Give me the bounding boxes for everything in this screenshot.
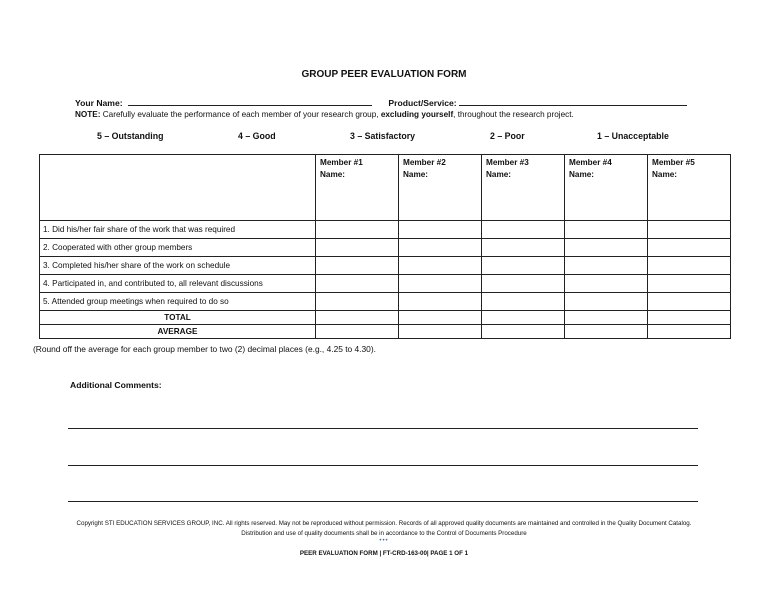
member-5-header bbox=[648, 155, 731, 221]
score-cell[interactable] bbox=[482, 239, 565, 257]
average-cell[interactable] bbox=[565, 325, 648, 339]
average-cell[interactable] bbox=[316, 325, 399, 339]
table-row bbox=[40, 275, 731, 293]
score-cell[interactable] bbox=[565, 257, 648, 275]
scale-3: 3 – Satisfactory bbox=[350, 131, 416, 141]
member-4-header bbox=[565, 155, 648, 221]
comment-line-1[interactable] bbox=[68, 428, 698, 429]
additional-comments-label: Additional Comments: bbox=[70, 380, 162, 390]
member-1-name-label: Name: bbox=[320, 170, 346, 179]
total-row bbox=[40, 311, 731, 325]
average-row bbox=[40, 325, 731, 339]
note-label: NOTE: bbox=[75, 110, 101, 119]
your-name-label: Your Name: bbox=[75, 98, 123, 108]
score-cell[interactable] bbox=[565, 239, 648, 257]
score-cell[interactable] bbox=[399, 221, 482, 239]
total-cell[interactable] bbox=[482, 311, 565, 325]
score-cell[interactable] bbox=[648, 221, 731, 239]
note-text-b: , throughout the research project. bbox=[453, 110, 574, 119]
note-bold: excluding yourself bbox=[380, 110, 454, 119]
criterion-1: 1. Did his/her fair share of the work that was required bbox=[40, 221, 316, 239]
score-cell[interactable] bbox=[316, 257, 399, 275]
product-service-field[interactable] bbox=[459, 96, 687, 106]
comment-line-2[interactable] bbox=[68, 465, 698, 466]
note-text-a: Carefully evaluate the performance of each member of your research group, bbox=[100, 110, 381, 119]
table-row bbox=[40, 257, 731, 275]
scale-1: 1 – Unacceptable bbox=[597, 131, 669, 141]
total-cell[interactable] bbox=[648, 311, 731, 325]
average-cell[interactable] bbox=[648, 325, 731, 339]
score-cell[interactable] bbox=[399, 239, 482, 257]
criterion-5: 5. Attended group meetings when required to do so bbox=[40, 293, 316, 311]
score-cell[interactable] bbox=[316, 221, 399, 239]
round-off-note: (Round off the average for each group member to two (2) decimal places (e.g., 4.25 to 4.30). bbox=[33, 344, 376, 354]
member-2-header bbox=[399, 155, 482, 221]
score-cell[interactable] bbox=[316, 275, 399, 293]
score-cell[interactable] bbox=[399, 275, 482, 293]
score-cell[interactable] bbox=[648, 257, 731, 275]
total-label: TOTAL bbox=[40, 311, 316, 325]
product-service-label: Product/Service: bbox=[388, 98, 457, 108]
note-line bbox=[75, 110, 574, 119]
comment-line-3[interactable] bbox=[68, 501, 698, 502]
member-3-name-label: Name: bbox=[486, 170, 512, 179]
scale-4: 4 – Good bbox=[238, 131, 276, 141]
member-2-label: Member #2 bbox=[403, 158, 446, 167]
total-cell[interactable] bbox=[565, 311, 648, 325]
score-cell[interactable] bbox=[482, 293, 565, 311]
member-1-header bbox=[316, 155, 399, 221]
score-cell[interactable] bbox=[399, 257, 482, 275]
header-blank-cell bbox=[40, 155, 316, 221]
evaluation-table bbox=[39, 154, 731, 339]
score-cell[interactable] bbox=[565, 275, 648, 293]
scale-2: 2 – Poor bbox=[490, 131, 525, 141]
header-row bbox=[40, 155, 731, 221]
total-cell[interactable] bbox=[399, 311, 482, 325]
table-row bbox=[40, 293, 731, 311]
score-cell[interactable] bbox=[482, 221, 565, 239]
score-cell[interactable] bbox=[316, 293, 399, 311]
score-cell[interactable] bbox=[482, 257, 565, 275]
score-cell[interactable] bbox=[482, 275, 565, 293]
your-name-field[interactable] bbox=[128, 96, 372, 106]
page-footer: PEER EVALUATION FORM | FT-CRD-163-00| PAGE 1 OF 1 bbox=[299, 550, 469, 557]
member-1-label: Member #1 bbox=[320, 158, 363, 167]
separator-dots: ••• bbox=[379, 538, 389, 544]
average-cell[interactable] bbox=[482, 325, 565, 339]
score-cell[interactable] bbox=[648, 275, 731, 293]
criterion-4: 4. Participated in, and contributed to, all relevant discussions bbox=[40, 275, 316, 293]
member-4-label: Member #4 bbox=[569, 158, 612, 167]
member-5-name-label: Name: bbox=[652, 170, 678, 179]
score-cell[interactable] bbox=[648, 293, 731, 311]
score-cell[interactable] bbox=[316, 239, 399, 257]
score-cell[interactable] bbox=[565, 293, 648, 311]
score-cell[interactable] bbox=[648, 239, 731, 257]
form-title: GROUP PEER EVALUATION FORM bbox=[301, 69, 467, 80]
member-3-label: Member #3 bbox=[486, 158, 529, 167]
member-4-name-label: Name: bbox=[569, 170, 595, 179]
table-row bbox=[40, 221, 731, 239]
copyright-notice: Copyright STI EDUCATION SERVICES GROUP, INC. All rights reserved. May not be reproduced without permission. Records of all approved quality documents are maintained and controlled in the Quality Document Catalog. Distribution and use of quality documents shall be in accordance to the Control of Documents Procedure bbox=[76, 520, 692, 537]
criterion-2: 2. Cooperated with other group members bbox=[40, 239, 316, 257]
table-row bbox=[40, 239, 731, 257]
total-cell[interactable] bbox=[316, 311, 399, 325]
criterion-3: 3. Completed his/her share of the work on schedule bbox=[40, 257, 316, 275]
member-5-label: Member #5 bbox=[652, 158, 695, 167]
member-3-header bbox=[482, 155, 565, 221]
score-cell[interactable] bbox=[399, 293, 482, 311]
score-cell[interactable] bbox=[565, 221, 648, 239]
member-2-name-label: Name: bbox=[403, 170, 429, 179]
name-row bbox=[75, 96, 687, 108]
average-label: AVERAGE bbox=[40, 325, 316, 339]
scale-5: 5 – Outstanding bbox=[97, 131, 164, 141]
average-cell[interactable] bbox=[399, 325, 482, 339]
